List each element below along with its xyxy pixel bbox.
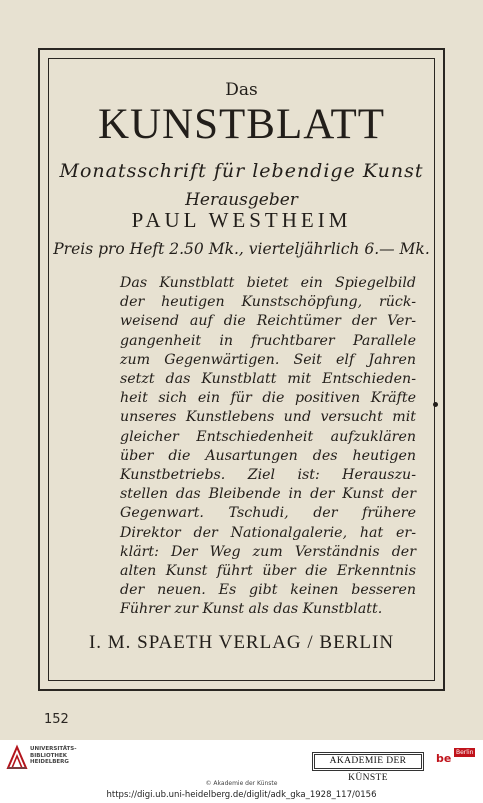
editor-label: Herausgeber [185,190,298,210]
akademie-logo-inner-border [314,754,422,769]
body-line: Gegenwart. Tschudi, der frühere [120,505,416,522]
page-number: 152 [44,712,69,727]
body-line: Führer zur Kunst als das Kunstblatt. [120,601,383,618]
body-line: gangenheit in fruchtbarer Parallele [120,332,416,349]
body-line: über die Ausartungen des heutigen [120,447,416,464]
body-line: heit sich ein für die positiven Kräfte [120,390,416,407]
berlin-senate-logo[interactable] [436,747,476,775]
berlin-logo-be: be [436,752,452,765]
magazine-title: KUNSTBLATT [97,101,386,148]
body-line: Direktor der Nationalgalerie, hat er- [120,524,416,541]
body-line: der neuen. Es gibt keinen besseren [120,582,416,599]
body-line: gleicher Entschiedenheit aufzuklären [120,428,416,445]
body-line: setzt das Kunstblatt mit Entschieden- [120,371,416,388]
title-article: Das [225,80,258,100]
akademie-der-kuenste-logo[interactable]: AKADEMIE DER KÜNSTE [312,752,424,771]
body-line: Das Kunstblatt bietet ein Spiegelbild [120,275,416,291]
permalink-url[interactable]: https://digi.ub.uni-heidelberg.de/diglit/adk_gka_1928_117/0156 [106,790,377,800]
body-line: der heutigen Kunstschöpfung, rück- [120,294,416,311]
magazine-subtitle: Monatsschrift für lebendige Kunst [59,160,424,182]
ink-dot [433,402,438,407]
body-line: zum Gegenwärtigen. Seit elf Jahren [120,351,416,368]
university-library-name[interactable]: UNIVERSITÄTS- BIBLIOTHEK HEIDELBERG [30,746,77,765]
copyright-notice: © Akademie der Künste [205,780,278,787]
body-line: Kunstbetriebs. Ziel ist: Herauszu- [120,467,416,484]
body-line: weisend auf die Reichtümer der Ver- [120,313,416,330]
university-library-logo-icon[interactable] [6,744,28,770]
price-line: Preis pro Heft 2.50 Mk., vierteljährlich 6.— Mk. [53,240,430,258]
editor-name: PAUL WESTHEIM [131,208,352,232]
body-line: alten Kunst führt über die Erkenntnis [120,563,416,580]
berlin-logo-box: Berlin [456,749,474,756]
body-line: unseres Kunstlebens und versucht mit [120,409,416,426]
body-line: klärt: Der Weg zum Verständnis der [120,543,416,560]
publisher-line: I. M. SPAETH VERLAG / BERLIN [88,632,395,653]
body-paragraph [120,274,416,620]
body-line: stellen das Bleibende in der Kunst der [120,486,416,503]
